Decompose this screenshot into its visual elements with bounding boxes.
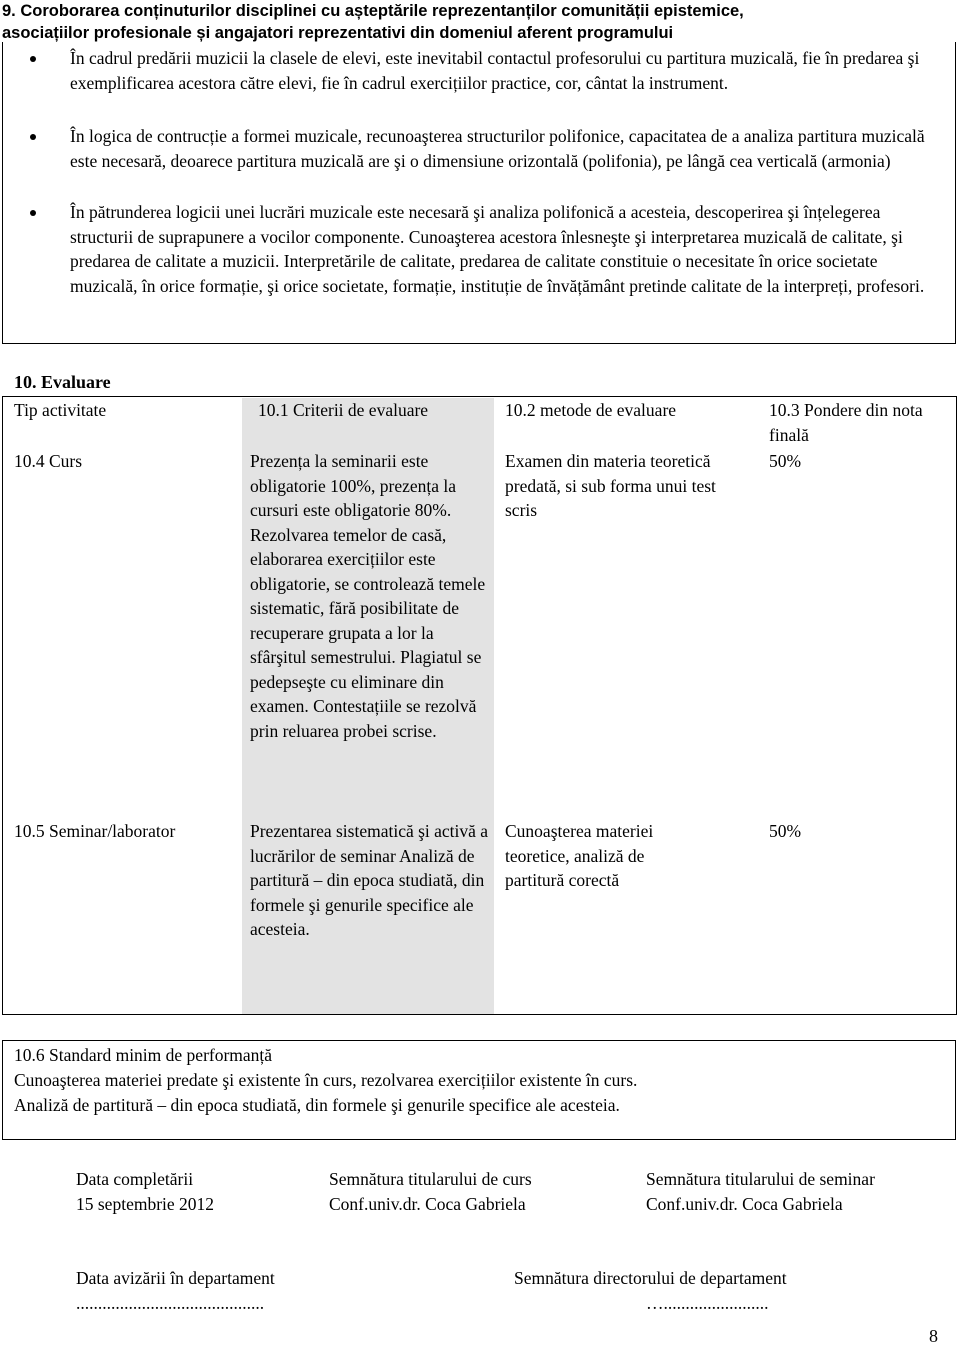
dept-approval-date-dots: ........................................... [76, 1293, 265, 1313]
header-weight: 10.3 Pondere din nota finală [769, 400, 923, 445]
section-9-bullet: În cadrul predării muzicii la clasele de elevi, este inevitabil contactul profesorului cu partitura muzicală, fie în predarea şi exemplificarea acestora către elevi, fie în cadrul exercițiilor practice, cor, cântat la instrument. [40, 46, 940, 95]
row-course-criteria: Prezența la seminarii este obligatorie 100%, prezența la cursuri este obligatorie 80%. Rezolvarea temelor de casă, elaborarea exercițiilor este obligatorie, se controlează temele sistematic, fără posibilitate de recuperare grupata a lor la sfârşitul semestrului. Plagiatul se pedepseşte cu eliminare din examen. Contestațiile se rezolvă prin reluarea probei scrise. [250, 451, 486, 741]
section-10-6-line2: Analiză de partitură – din epoca studiată, din formele şi genurile specifice ale acesteia. [14, 1095, 620, 1115]
table-top-border [2, 396, 956, 397]
section-10-heading: 10. Evaluare [14, 372, 111, 392]
bullet-icon [30, 134, 36, 140]
section-10-6-line1: Cunoaşterea materiei predate şi existente în curs, rezolvarea exercițiilor existente în curs. [14, 1070, 638, 1090]
section-9-bullet: În pătrunderea logicii unei lucrări muzicale este necesară şi analiza polifonică a acesteia, descoperirea şi înțelegerea structurii de suprapunere a vocilor componente. Cunoaşterea acestora înlesneşte şi interpretarea muzicală de calitate, şi predarea de calitate a muzicii. Interpretările de calitate, predarea de calitate constituie o necesitate în orice societate muzicală, în orice formație, şi orice societate, formație, instituție de învățământ pretinde calitate de la interpreți, profesori. [40, 200, 940, 298]
section-9-title [2, 0, 958, 44]
section-10-6-title: 10.6 Standard minim de performanță [14, 1045, 273, 1065]
bullet-icon [30, 210, 36, 216]
director-signature-dots: …........................ [646, 1293, 769, 1313]
dept-approval-date-label: Data avizării în departament [76, 1268, 275, 1288]
row-seminar-criteria: Prezentarea sistematică şi activă a lucrărilor de seminar Analiză de partitură – din epoca studiată, din formele şi genurile specifice ale acesteia. [250, 821, 489, 939]
date-completion-value: 15 septembrie 2012 [76, 1194, 215, 1214]
page-number: 8 [929, 1326, 938, 1346]
row-seminar-type: 10.5 Seminar/laborator [14, 821, 176, 841]
table-left-border [2, 396, 3, 1015]
header-criteria: 10.1 Criterii de evaluare [258, 400, 429, 420]
section-9-title-line2: asociațiilor profesionale și angajatori reprezentativi din domeniul aferent programului [2, 24, 674, 42]
row-course-type: 10.4 Curs [14, 451, 83, 471]
header-type: Tip activitate [14, 400, 107, 420]
director-signature-label: Semnătura directorului de departament [514, 1268, 787, 1288]
seminar-signature-name: Conf.univ.dr. Coca Gabriela [646, 1194, 843, 1214]
table-right-border [956, 396, 957, 1015]
row-seminar-methods: Cunoaşterea materiei teoretice, analiză de partitură corectă [505, 821, 654, 890]
section-9-title-line1: 9. Coroborarea conținuturilor disciplinei cu așteptările reprezentanților comunității epistemice, [2, 2, 744, 20]
date-completion-label: Data completării [76, 1169, 194, 1189]
row-course-weight: 50% [769, 451, 802, 471]
header-methods: 10.2 metode de evaluare [505, 400, 677, 420]
bullet-icon [30, 56, 36, 62]
course-signature-label: Semnătura titularului de curs [329, 1169, 532, 1189]
section-9-bullet: În logica de contrucție a formei muzicale, recunoaşterea structurilor polifonice, capacitatea de a analiza partitura muzicală este necesară, deoarece partitura muzicală are şi o dimensiune orizontală (polifonia), pe lângă cea verticală (armonia) [40, 124, 940, 173]
course-signature-name: Conf.univ.dr. Coca Gabriela [329, 1194, 526, 1214]
row-seminar-weight: 50% [769, 821, 802, 841]
row-course-methods: Examen din materia teoretică predată, si sub forma unui test scris [505, 451, 716, 520]
table-bottom-border [2, 1014, 956, 1015]
seminar-signature-label: Semnătura titularului de seminar [646, 1169, 875, 1189]
